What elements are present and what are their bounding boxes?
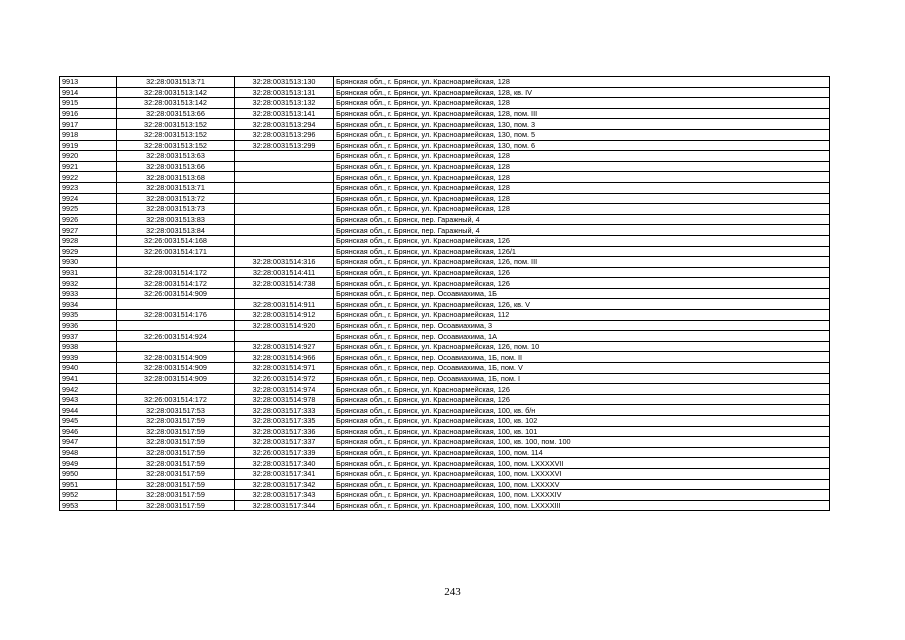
land-cadastral-number-cell: 32:28:0031513:72 <box>117 193 235 204</box>
row-number-cell: 9928 <box>60 235 117 246</box>
address-cell: Брянская обл., г. Брянск, ул. Красноармейская, 100, пом. LXXXXIV <box>334 490 830 501</box>
table-row <box>60 331 830 342</box>
object-cadastral-number-cell: 32:28:0031517:335 <box>235 416 334 427</box>
table-row <box>60 193 830 204</box>
address-cell: Брянская обл., г. Брянск, ул. Красноармейская, 126, пом. III <box>334 257 830 268</box>
land-cadastral-number-cell: 32:28:0031517:59 <box>117 490 235 501</box>
object-cadastral-number-cell: 32:28:0031514:927 <box>235 341 334 352</box>
row-number-cell: 9946 <box>60 426 117 437</box>
land-cadastral-number-cell: 32:26:0031514:924 <box>117 331 235 342</box>
table-row <box>60 214 830 225</box>
address-cell: Брянская обл., г. Брянск, ул. Красноармейская, 100, кв. 101 <box>334 426 830 437</box>
table-row <box>60 246 830 257</box>
object-cadastral-number-cell <box>235 246 334 257</box>
address-cell: Брянская обл., г. Брянск, пер. Осоавиахима, 3 <box>334 320 830 331</box>
land-cadastral-number-cell: 32:28:0031517:59 <box>117 468 235 479</box>
address-cell: Брянская обл., г. Брянск, ул. Красноармейская, 126 <box>334 278 830 289</box>
address-cell: Брянская обл., г. Брянск, пер. Осоавиахима, 1Б, пом. II <box>334 352 830 363</box>
row-number-cell: 9918 <box>60 129 117 140</box>
page-number: 243 <box>444 586 461 598</box>
address-cell: Брянская обл., г. Брянск, ул. Красноармейская, 128, пом. III <box>334 108 830 119</box>
land-cadastral-number-cell: 32:28:0031517:59 <box>117 447 235 458</box>
land-cadastral-number-cell: 32:28:0031514:909 <box>117 363 235 374</box>
table-row <box>60 490 830 501</box>
row-number-cell: 9929 <box>60 246 117 257</box>
object-cadastral-number-cell <box>235 204 334 215</box>
object-cadastral-number-cell: 32:28:0031517:336 <box>235 426 334 437</box>
address-cell: Брянская обл., г. Брянск, ул. Красноармейская, 100, пом. LXXXXVII <box>334 458 830 469</box>
land-cadastral-number-cell <box>117 320 235 331</box>
address-cell: Брянская обл., г. Брянск, ул. Красноармейская, 126 <box>334 267 830 278</box>
row-number-cell: 9943 <box>60 394 117 405</box>
address-cell: Брянская обл., г. Брянск, ул. Красноармейская, 126, пом. 10 <box>334 341 830 352</box>
object-cadastral-number-cell: 32:28:0031513:130 <box>235 77 334 88</box>
land-cadastral-number-cell: 32:28:0031514:909 <box>117 352 235 363</box>
land-cadastral-number-cell: 32:28:0031513:152 <box>117 140 235 151</box>
land-cadastral-number-cell: 32:28:0031513:68 <box>117 172 235 183</box>
object-cadastral-number-cell: 32:28:0031517:340 <box>235 458 334 469</box>
land-cadastral-number-cell: 32:28:0031513:63 <box>117 151 235 162</box>
row-number-cell: 9933 <box>60 288 117 299</box>
table-row <box>60 225 830 236</box>
table-row <box>60 87 830 98</box>
address-cell: Брянская обл., г. Брянск, ул. Красноармейская, 128, кв. IV <box>334 87 830 98</box>
land-cadastral-number-cell: 32:28:0031514:909 <box>117 373 235 384</box>
object-cadastral-number-cell: 32:28:0031517:342 <box>235 479 334 490</box>
object-cadastral-number-cell: 32:28:0031517:343 <box>235 490 334 501</box>
address-cell: Брянская обл., г. Брянск, пер. Осоавиахима, 1Б, пом. V <box>334 363 830 374</box>
row-number-cell: 9915 <box>60 98 117 109</box>
table-row <box>60 384 830 395</box>
row-number-cell: 9947 <box>60 437 117 448</box>
row-number-cell: 9926 <box>60 214 117 225</box>
row-number-cell: 9924 <box>60 193 117 204</box>
land-cadastral-number-cell: 32:28:0031513:142 <box>117 98 235 109</box>
row-number-cell: 9948 <box>60 447 117 458</box>
address-cell: Брянская обл., г. Брянск, пер. Гаражный, 4 <box>334 214 830 225</box>
address-cell: Брянская обл., г. Брянск, ул. Красноармейская, 100, пом. LXXXXIII <box>334 500 830 511</box>
row-number-cell: 9940 <box>60 363 117 374</box>
table-row <box>60 98 830 109</box>
row-number-cell: 9944 <box>60 405 117 416</box>
object-cadastral-number-cell: 32:28:0031514:911 <box>235 299 334 310</box>
land-cadastral-number-cell: 32:28:0031517:59 <box>117 458 235 469</box>
table-row <box>60 119 830 130</box>
object-cadastral-number-cell <box>235 182 334 193</box>
table-row <box>60 140 830 151</box>
land-cadastral-number-cell: 32:26:0031514:909 <box>117 288 235 299</box>
row-number-cell: 9941 <box>60 373 117 384</box>
object-cadastral-number-cell <box>235 193 334 204</box>
address-cell: Брянская обл., г. Брянск, ул. Красноармейская, 126/1 <box>334 246 830 257</box>
table-row <box>60 341 830 352</box>
land-cadastral-number-cell: 32:28:0031513:152 <box>117 129 235 140</box>
address-cell: Брянская обл., г. Брянск, пер. Осоавиахима, 1Б <box>334 288 830 299</box>
row-number-cell: 9951 <box>60 479 117 490</box>
row-number-cell: 9935 <box>60 310 117 321</box>
table-row <box>60 108 830 119</box>
table-row <box>60 363 830 374</box>
land-cadastral-number-cell: 32:28:0031517:59 <box>117 416 235 427</box>
address-cell: Брянская обл., г. Брянск, ул. Красноармейская, 100, кв. б/н <box>334 405 830 416</box>
object-cadastral-number-cell <box>235 151 334 162</box>
row-number-cell: 9927 <box>60 225 117 236</box>
object-cadastral-number-cell: 32:28:0031514:316 <box>235 257 334 268</box>
object-cadastral-number-cell: 32:28:0031513:296 <box>235 129 334 140</box>
row-number-cell: 9922 <box>60 172 117 183</box>
row-number-cell: 9953 <box>60 500 117 511</box>
address-cell: Брянская обл., г. Брянск, ул. Красноармейская, 130, пом. 6 <box>334 140 830 151</box>
address-cell: Брянская обл., г. Брянск, ул. Красноармейская, 128 <box>334 204 830 215</box>
table-row <box>60 151 830 162</box>
row-number-cell: 9931 <box>60 267 117 278</box>
row-number-cell: 9936 <box>60 320 117 331</box>
table-row <box>60 500 830 511</box>
row-number-cell: 9914 <box>60 87 117 98</box>
address-cell: Брянская обл., г. Брянск, ул. Красноармейская, 130, пом. 5 <box>334 129 830 140</box>
address-cell: Брянская обл., г. Брянск, ул. Красноармейская, 126 <box>334 394 830 405</box>
object-cadastral-number-cell: 32:28:0031514:920 <box>235 320 334 331</box>
object-cadastral-number-cell: 32:26:0031517:339 <box>235 447 334 458</box>
table-row <box>60 204 830 215</box>
row-number-cell: 9938 <box>60 341 117 352</box>
land-cadastral-number-cell: 32:28:0031517:59 <box>117 437 235 448</box>
object-cadastral-number-cell: 32:28:0031513:294 <box>235 119 334 130</box>
address-cell: Брянская обл., г. Брянск, ул. Красноармейская, 128 <box>334 172 830 183</box>
object-cadastral-number-cell: 32:28:0031517:344 <box>235 500 334 511</box>
table-row <box>60 373 830 384</box>
address-cell: Брянская обл., г. Брянск, ул. Красноармейская, 130, пом. 3 <box>334 119 830 130</box>
property-registry-table <box>59 76 830 511</box>
table-row <box>60 320 830 331</box>
land-cadastral-number-cell: 32:28:0031513:84 <box>117 225 235 236</box>
address-cell: Брянская обл., г. Брянск, ул. Красноармейская, 128 <box>334 98 830 109</box>
land-cadastral-number-cell: 32:26:0031514:168 <box>117 235 235 246</box>
table-row <box>60 310 830 321</box>
address-cell: Брянская обл., г. Брянск, ул. Красноармейская, 128 <box>334 151 830 162</box>
address-cell: Брянская обл., г. Брянск, ул. Красноармейская, 128 <box>334 161 830 172</box>
row-number-cell: 9942 <box>60 384 117 395</box>
table-row <box>60 77 830 88</box>
row-number-cell: 9934 <box>60 299 117 310</box>
object-cadastral-number-cell: 32:28:0031514:978 <box>235 394 334 405</box>
address-cell: Брянская обл., г. Брянск, ул. Красноармейская, 100, кв. 100, пом. 100 <box>334 437 830 448</box>
table-row <box>60 468 830 479</box>
land-cadastral-number-cell <box>117 299 235 310</box>
table-row <box>60 235 830 246</box>
table-row <box>60 267 830 278</box>
address-cell: Брянская обл., г. Брянск, ул. Красноармейская, 100, пом. LXXXXV <box>334 479 830 490</box>
table-row <box>60 257 830 268</box>
object-cadastral-number-cell <box>235 235 334 246</box>
land-cadastral-number-cell: 32:28:0031513:152 <box>117 119 235 130</box>
row-number-cell: 9925 <box>60 204 117 215</box>
object-cadastral-number-cell: 32:28:0031513:132 <box>235 98 334 109</box>
table-row <box>60 479 830 490</box>
object-cadastral-number-cell <box>235 172 334 183</box>
table-row <box>60 299 830 310</box>
address-cell: Брянская обл., г. Брянск, ул. Красноармейская, 100, кв. 102 <box>334 416 830 427</box>
address-cell: Брянская обл., г. Брянск, ул. Красноармейская, 126 <box>334 235 830 246</box>
address-cell: Брянская обл., г. Брянск, пер. Гаражный, 4 <box>334 225 830 236</box>
object-cadastral-number-cell: 32:28:0031514:912 <box>235 310 334 321</box>
land-cadastral-number-cell: 32:28:0031517:59 <box>117 426 235 437</box>
table-row <box>60 161 830 172</box>
row-number-cell: 9919 <box>60 140 117 151</box>
row-number-cell: 9916 <box>60 108 117 119</box>
land-cadastral-number-cell: 32:28:0031513:66 <box>117 108 235 119</box>
address-cell: Брянская обл., г. Брянск, ул. Красноармейская, 100, пом. 114 <box>334 447 830 458</box>
table-row <box>60 278 830 289</box>
address-cell: Брянская обл., г. Брянск, ул. Красноармейская, 100, пом. LXXXXVI <box>334 468 830 479</box>
land-cadastral-number-cell: 32:28:0031513:71 <box>117 182 235 193</box>
address-cell: Брянская обл., г. Брянск, пер. Осоавиахима, 1Б, пом. I <box>334 373 830 384</box>
table-row <box>60 416 830 427</box>
land-cadastral-number-cell: 32:28:0031513:71 <box>117 77 235 88</box>
row-number-cell: 9952 <box>60 490 117 501</box>
table-row <box>60 129 830 140</box>
table-row <box>60 405 830 416</box>
object-cadastral-number-cell: 32:28:0031513:141 <box>235 108 334 119</box>
land-cadastral-number-cell: 32:28:0031514:172 <box>117 278 235 289</box>
land-cadastral-number-cell: 32:28:0031514:172 <box>117 267 235 278</box>
object-cadastral-number-cell <box>235 288 334 299</box>
object-cadastral-number-cell <box>235 331 334 342</box>
table-row <box>60 352 830 363</box>
object-cadastral-number-cell <box>235 225 334 236</box>
land-cadastral-number-cell: 32:28:0031517:59 <box>117 479 235 490</box>
object-cadastral-number-cell: 32:28:0031517:337 <box>235 437 334 448</box>
land-cadastral-number-cell: 32:28:0031517:53 <box>117 405 235 416</box>
land-cadastral-number-cell: 32:26:0031514:172 <box>117 394 235 405</box>
object-cadastral-number-cell: 32:28:0031517:333 <box>235 405 334 416</box>
object-cadastral-number-cell: 32:26:0031514:972 <box>235 373 334 384</box>
object-cadastral-number-cell <box>235 214 334 225</box>
table-row <box>60 288 830 299</box>
row-number-cell: 9939 <box>60 352 117 363</box>
object-cadastral-number-cell <box>235 161 334 172</box>
land-cadastral-number-cell: 32:26:0031514:171 <box>117 246 235 257</box>
address-cell: Брянская обл., г. Брянск, ул. Красноармейская, 126 <box>334 384 830 395</box>
row-number-cell: 9937 <box>60 331 117 342</box>
object-cadastral-number-cell: 32:28:0031514:411 <box>235 267 334 278</box>
row-number-cell: 9923 <box>60 182 117 193</box>
land-cadastral-number-cell: 32:28:0031514:176 <box>117 310 235 321</box>
address-cell: Брянская обл., г. Брянск, пер. Осоавиахима, 1А <box>334 331 830 342</box>
address-cell: Брянская обл., г. Брянск, ул. Красноармейская, 112 <box>334 310 830 321</box>
row-number-cell: 9945 <box>60 416 117 427</box>
row-number-cell: 9917 <box>60 119 117 130</box>
row-number-cell: 9949 <box>60 458 117 469</box>
object-cadastral-number-cell: 32:28:0031517:341 <box>235 468 334 479</box>
land-cadastral-number-cell: 32:28:0031513:142 <box>117 87 235 98</box>
table-row <box>60 394 830 405</box>
table-row <box>60 458 830 469</box>
row-number-cell: 9920 <box>60 151 117 162</box>
row-number-cell: 9932 <box>60 278 117 289</box>
table-row <box>60 172 830 183</box>
object-cadastral-number-cell: 32:28:0031514:971 <box>235 363 334 374</box>
registry-table-body <box>60 77 830 511</box>
land-cadastral-number-cell: 32:28:0031513:83 <box>117 214 235 225</box>
address-cell: Брянская обл., г. Брянск, ул. Красноармейская, 128 <box>334 182 830 193</box>
object-cadastral-number-cell: 32:28:0031514:738 <box>235 278 334 289</box>
object-cadastral-number-cell: 32:28:0031514:974 <box>235 384 334 395</box>
land-cadastral-number-cell: 32:28:0031517:59 <box>117 500 235 511</box>
land-cadastral-number-cell <box>117 257 235 268</box>
row-number-cell: 9950 <box>60 468 117 479</box>
object-cadastral-number-cell: 32:28:0031514:966 <box>235 352 334 363</box>
table-row <box>60 426 830 437</box>
address-cell: Брянская обл., г. Брянск, ул. Красноармейская, 128 <box>334 193 830 204</box>
row-number-cell: 9930 <box>60 257 117 268</box>
row-number-cell: 9921 <box>60 161 117 172</box>
land-cadastral-number-cell: 32:28:0031513:73 <box>117 204 235 215</box>
table-row <box>60 437 830 448</box>
land-cadastral-number-cell <box>117 384 235 395</box>
land-cadastral-number-cell <box>117 341 235 352</box>
object-cadastral-number-cell: 32:28:0031513:131 <box>235 87 334 98</box>
land-cadastral-number-cell: 32:28:0031513:66 <box>117 161 235 172</box>
table-row <box>60 182 830 193</box>
table-row <box>60 447 830 458</box>
address-cell: Брянская обл., г. Брянск, ул. Красноармейская, 126, кв. V <box>334 299 830 310</box>
object-cadastral-number-cell: 32:28:0031513:299 <box>235 140 334 151</box>
row-number-cell: 9913 <box>60 77 117 88</box>
address-cell: Брянская обл., г. Брянск, ул. Красноармейская, 128 <box>334 77 830 88</box>
